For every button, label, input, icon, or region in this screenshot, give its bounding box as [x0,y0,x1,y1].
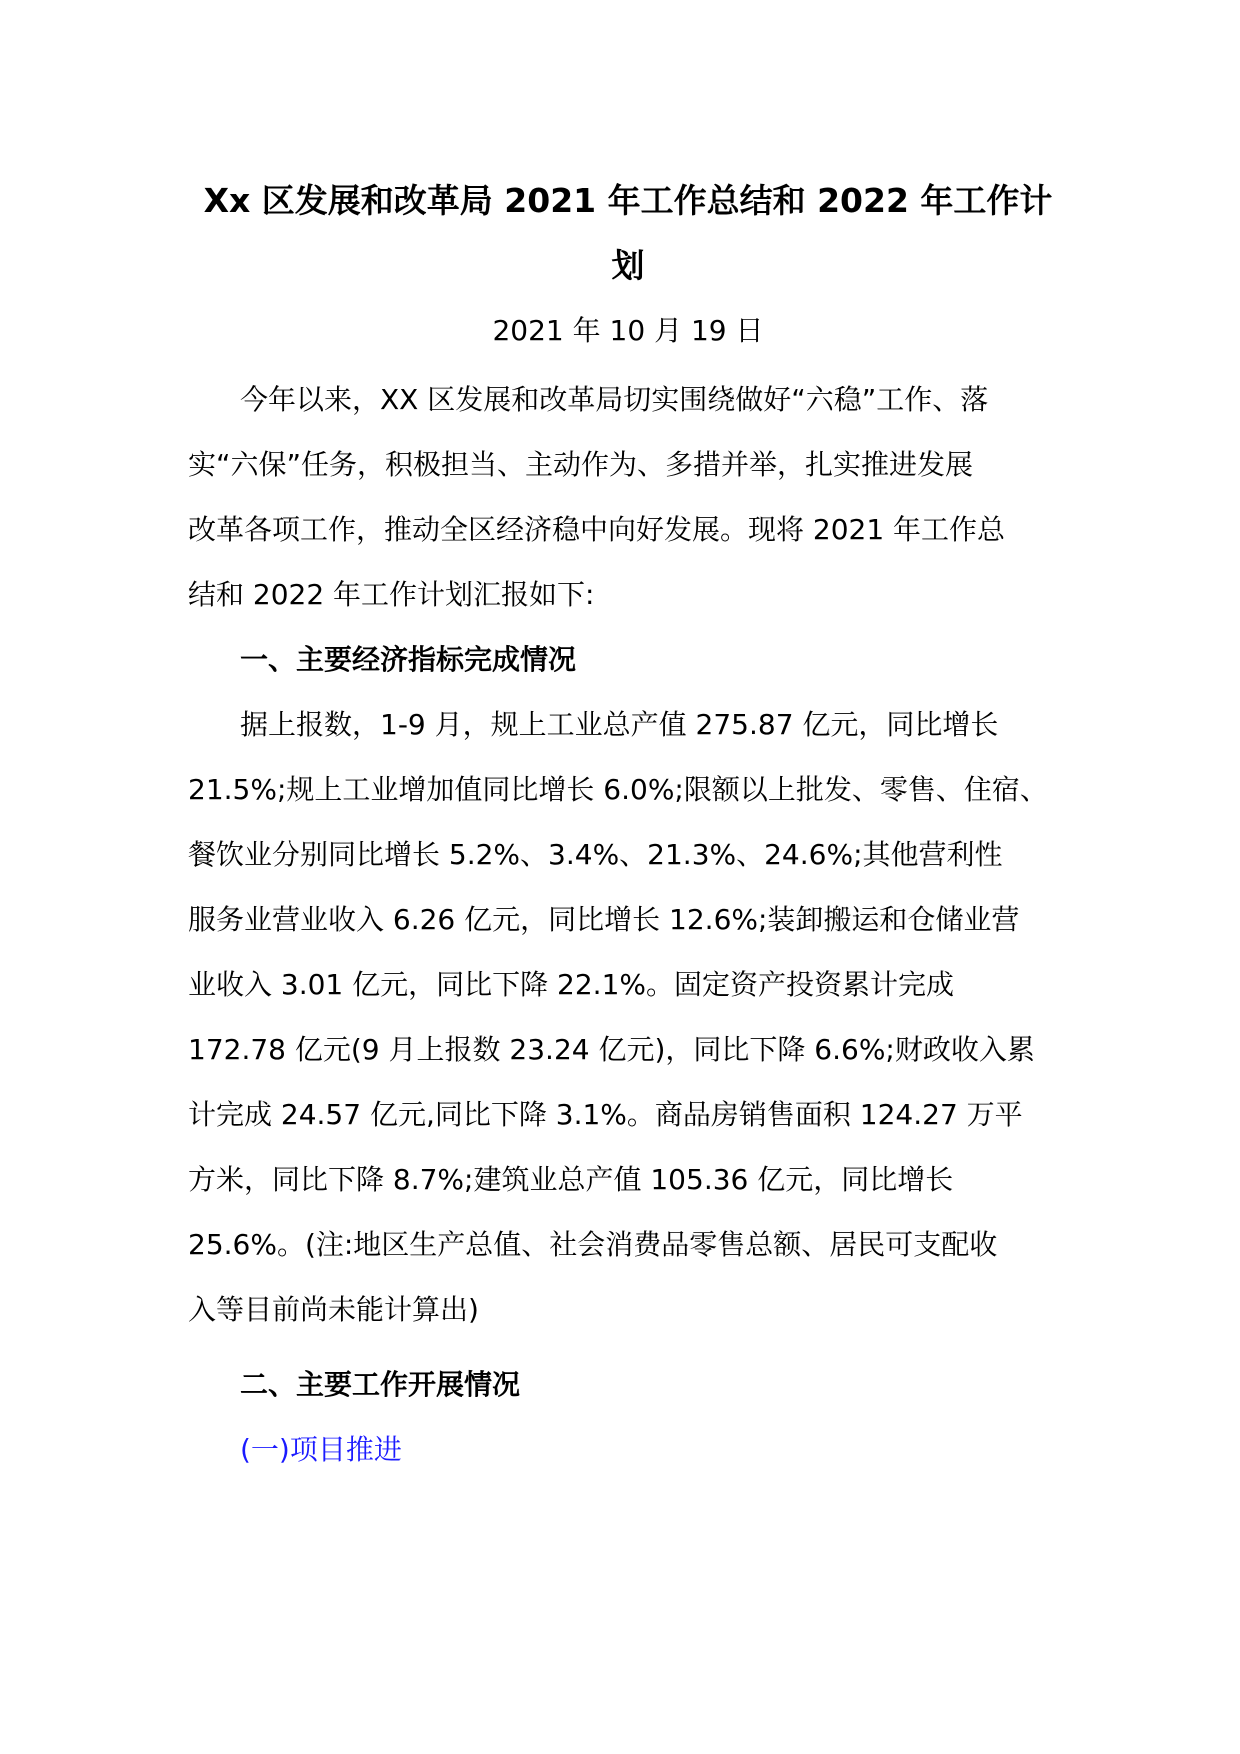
spacer [188,1342,1068,1352]
indicators-text: 据上报数，1-9 月，规上工业总产值 275.87 亿元，同比增长 21.5%;规上工业增加值同比增长 6.0%;限额以上批发、零售、住宿、 餐饮业分别同比增长 5.2%、3.4%、21.3%、24.6%;其他营利性 服务业营业收入 6.26 亿元，同比增长 12.6%;装卸搬运和仓储业营 业收入 3.01 亿元，同比下降 22.1%。固定资产投资累计完成 172.78 亿元(9 月上报数 23.24 亿元)，同比下降 6.6%;财政收入累 计完成 24.57 亿元,同比下降 3.1%。商品房销售面积 124.27 万平 方米，同比下降 8.7%;建筑业总产值 105.36 亿元，同比增长 25.6%。(注:地区生产总值、社会消费品零售总额、居民可支配收 入等目前尚未能计算出) [188,708,1048,1326]
document-date: 2021 年 10 月 19 日 [492,314,764,347]
intro-text: 今年以来，XX 区发展和改革局切实围绕做好“六稳”工作、落 实“六保”任务，积极担当、主动作为、多措并举，扎实推进发展 改革各项工作，推动全区经济稳中向好发展。现将 2021 年工作总 结和 2022 年工作计划汇报如下: [188,383,1006,611]
section-heading-indicators: 一、主要经济指标完成情况 [240,643,577,676]
intro-paragraph [188,367,1068,627]
indicators-paragraph [188,692,1068,1342]
section-heading-work: 二、主要工作开展情况 [240,1368,521,1401]
subsection-link-project[interactable]: (一)项目推进 [240,1433,402,1466]
document-content [188,168,1068,1482]
document-title: Xx 区发展和改革局 2021 年工作总结和 2022 年工作计 划 [203,181,1053,285]
